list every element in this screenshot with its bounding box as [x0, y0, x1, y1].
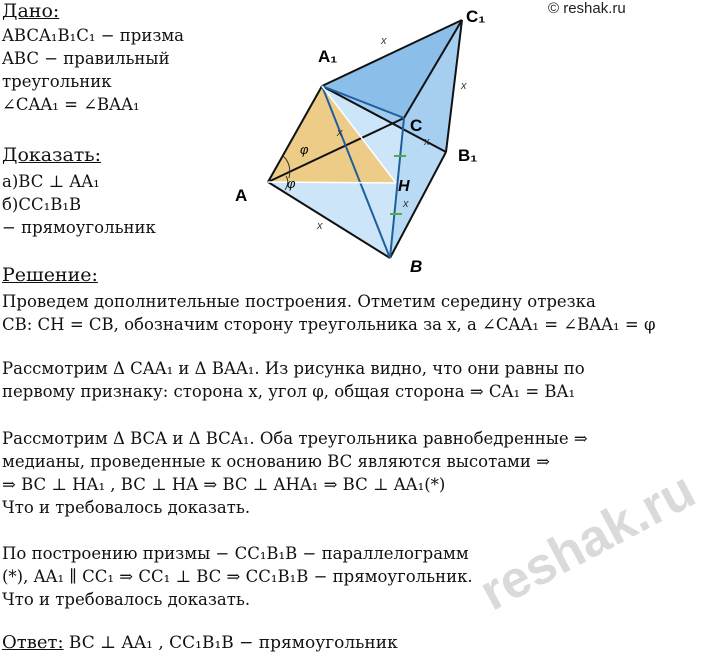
label-c1: C₁ — [466, 7, 486, 26]
answer-text: BC ⊥ AA₁ , CC₁B₁B − прямоугольник — [63, 633, 398, 653]
answer-block — [2, 632, 398, 653]
given-line-1: ABCA₁B₁C₁ − призма — [2, 26, 185, 45]
solution-p1-line1: Проведем дополнительные построения. Отметим середину отрезка — [2, 292, 596, 311]
solution-p2-line1: Рассмотрим Δ CAA₁ и Δ BAA₁. Из рисунка видно, что они равны по — [2, 359, 585, 378]
solution-p3-line3: ⇒ BC ⊥ HA₁ , BC ⊥ HA ⇒ BC ⊥ AHA₁ ⇒ BC ⊥ AA₁(*) — [2, 475, 446, 494]
label-phi-lower: φ — [287, 176, 296, 191]
solution-p4-line3: Что и требовалось доказать. — [2, 590, 251, 609]
prove-line-2: б)CC₁B₁B — [2, 195, 82, 214]
solution-p3-line1: Рассмотрим Δ BCA и Δ BCA₁. Оба треугольника равнобедренные ⇒ — [2, 429, 588, 448]
solution-p3-line2: медианы, проведенные к основанию BC являются высотами ⇒ — [2, 452, 550, 471]
given-line-3: треугольник — [2, 72, 112, 91]
given-line-2: ABC − правильный — [2, 49, 170, 68]
label-a1: A₁ — [318, 47, 338, 66]
label-x-a1b1: x — [424, 136, 430, 148]
solution-heading: Решение: — [2, 264, 98, 286]
label-b: B — [410, 257, 423, 276]
label-b1: B₁ — [458, 146, 478, 165]
label-x-ab: x — [317, 220, 323, 232]
brand-label: © reshak.ru — [548, 0, 626, 17]
given-heading: Дано: — [2, 0, 60, 22]
label-c: C — [410, 116, 423, 135]
prove-heading: Доказать: — [2, 144, 102, 166]
prove-line-3: − прямоугольник — [2, 218, 156, 237]
solution-p1-line2: CB: CH = CB, обозначим сторону треугольника за x, а ∠CAA₁ = ∠BAA₁ = φ — [2, 315, 656, 334]
label-h: H — [398, 178, 410, 195]
label-x-a1c: x — [337, 127, 343, 139]
label-x-c1b1: x — [461, 80, 467, 92]
answer-heading: Ответ: — [2, 632, 64, 653]
label-phi-upper: φ — [300, 142, 309, 157]
label-a: A — [235, 186, 248, 205]
solution-p4-line2: (*), AA₁ ∥ CC₁ ⇒ CC₁ ⊥ BC ⇒ CC₁B₁B − прямоугольник. — [2, 567, 473, 586]
label-x-hb: x — [403, 198, 409, 210]
prism-figure — [0, 0, 662, 290]
solution-p4-line1: По построению призмы − CC₁B₁B − параллелограмм — [2, 544, 469, 563]
solution-p2-line2: первому признаку: сторона x, угол φ, общая сторона ⇒ CA₁ = BA₁ — [2, 382, 576, 401]
label-x-a1c1: x — [381, 35, 387, 47]
prove-line-1: а)BC ⊥ AA₁ — [2, 172, 100, 191]
watermark-text: reshak.ru — [470, 460, 705, 623]
given-line-4: ∠CAA₁ = ∠BAA₁ — [2, 95, 140, 114]
solution-p3-line4: Что и требовалось доказать. — [2, 498, 251, 517]
